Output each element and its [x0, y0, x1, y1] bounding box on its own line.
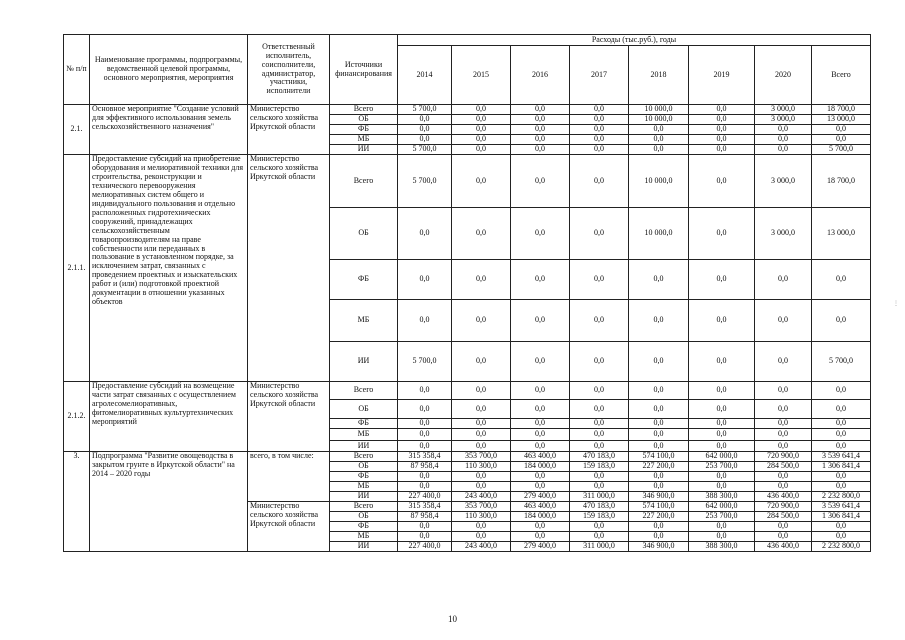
value-cell: 0,0	[570, 115, 629, 125]
value-cell: 0,0	[452, 382, 511, 400]
row-source: МБ	[330, 300, 398, 342]
value-cell: 0,0	[755, 342, 812, 382]
value-cell: 388 300,0	[689, 542, 755, 552]
row-source: ОБ	[330, 115, 398, 125]
header-year: 2014	[398, 46, 452, 105]
value-cell: 0,0	[755, 300, 812, 342]
value-cell: 0,0	[812, 522, 871, 532]
value-cell: 0,0	[570, 522, 629, 532]
value-cell: 0,0	[689, 522, 755, 532]
value-cell: 279 400,0	[511, 492, 570, 502]
value-cell: 0,0	[689, 125, 755, 135]
row-source: ОБ	[330, 208, 398, 260]
value-cell: 227 200,0	[629, 462, 689, 472]
value-cell: 388 300,0	[689, 492, 755, 502]
row-source: Всего	[330, 155, 398, 208]
row-source: Всего	[330, 382, 398, 400]
value-cell: 0,0	[452, 522, 511, 532]
row-name: Предоставление субсидий на приобретение оборудования и мелиоративной техники для строительства, реконструкции и технического перевооружения мелиоративных систем общего и индивидуального пользования и отдельно расположенных гидротехнических сооружений, принадлежащих сельскохозяйственным товаропроизводителям на праве собственности или переданных в пользование в установленном порядке, за исключением затрат, связанных с проведением проектных и изыскательских работ и (или) подготовкой проектной документации в отношении указанных объектов	[90, 155, 248, 382]
value-cell: 0,0	[452, 208, 511, 260]
value-cell: 2 232 800,0	[812, 492, 871, 502]
value-cell: 0,0	[570, 260, 629, 300]
row-source: ИИ	[330, 342, 398, 382]
value-cell: 0,0	[689, 482, 755, 492]
value-cell: 0,0	[398, 300, 452, 342]
value-cell: 0,0	[689, 532, 755, 542]
value-cell: 0,0	[689, 155, 755, 208]
row-number: 3.	[64, 452, 90, 552]
value-cell: 5 700,0	[812, 145, 871, 155]
row-number: 2.1.2.	[64, 382, 90, 452]
value-cell: 0,0	[452, 441, 511, 452]
value-cell: 10 000,0	[629, 115, 689, 125]
value-cell: 0,0	[570, 125, 629, 135]
table-header	[64, 35, 871, 105]
value-cell: 0,0	[689, 300, 755, 342]
value-cell: 0,0	[812, 429, 871, 441]
value-cell: 5 700,0	[812, 342, 871, 382]
value-cell: 0,0	[755, 441, 812, 452]
value-cell: 5 700,0	[398, 145, 452, 155]
table-row	[64, 452, 871, 462]
value-cell: 284 500,0	[755, 462, 812, 472]
value-cell: 0,0	[511, 125, 570, 135]
row-executor: Министерство сельского хозяйства Иркутской области	[248, 382, 330, 452]
value-cell: 0,0	[570, 441, 629, 452]
value-cell: 0,0	[755, 382, 812, 400]
value-cell: 0,0	[629, 429, 689, 441]
value-cell: 0,0	[812, 400, 871, 419]
value-cell: 0,0	[511, 145, 570, 155]
row-source: МБ	[330, 135, 398, 145]
value-cell: 0,0	[812, 125, 871, 135]
table-body	[64, 105, 871, 552]
value-cell: 0,0	[398, 382, 452, 400]
value-cell: 0,0	[629, 400, 689, 419]
row-executor: Министерство сельского хозяйства Иркутской области	[248, 155, 330, 382]
row-source: ФБ	[330, 419, 398, 429]
page-number: 10	[448, 614, 457, 624]
header-expenses: Расходы (тыс.руб.), годы	[398, 35, 871, 46]
value-cell: 18 700,0	[812, 105, 871, 115]
value-cell: 470 183,0	[570, 452, 629, 462]
row-source: ФБ	[330, 522, 398, 532]
value-cell: 0,0	[629, 300, 689, 342]
row-source: Всего	[330, 452, 398, 462]
value-cell: 279 400,0	[511, 542, 570, 552]
value-cell: 0,0	[689, 115, 755, 125]
value-cell: 5 700,0	[398, 155, 452, 208]
value-cell: 0,0	[629, 441, 689, 452]
value-cell: 436 400,0	[755, 492, 812, 502]
row-source: Всего	[330, 105, 398, 115]
header-no: № п/п	[64, 35, 90, 105]
value-cell: 0,0	[689, 472, 755, 482]
header-year: 2016	[511, 46, 570, 105]
value-cell: 0,0	[452, 300, 511, 342]
row-source: ОБ	[330, 512, 398, 522]
value-cell: 0,0	[398, 115, 452, 125]
value-cell: 0,0	[398, 482, 452, 492]
row-source: ИИ	[330, 492, 398, 502]
row-source: ФБ	[330, 125, 398, 135]
value-cell: 227 400,0	[398, 492, 452, 502]
value-cell: 463 400,0	[511, 502, 570, 512]
value-cell: 574 100,0	[629, 502, 689, 512]
value-cell: 0,0	[629, 419, 689, 429]
value-cell: 0,0	[689, 105, 755, 115]
value-cell: 0,0	[452, 400, 511, 419]
value-cell: 0,0	[452, 532, 511, 542]
value-cell: 0,0	[570, 400, 629, 419]
value-cell: 0,0	[511, 400, 570, 419]
value-cell: 110 300,0	[452, 512, 511, 522]
value-cell: 0,0	[812, 482, 871, 492]
value-cell: 0,0	[511, 472, 570, 482]
header-total: Всего	[812, 46, 871, 105]
value-cell: 0,0	[570, 135, 629, 145]
value-cell: 0,0	[755, 429, 812, 441]
value-cell: 0,0	[755, 419, 812, 429]
value-cell: 253 700,0	[689, 462, 755, 472]
value-cell: 0,0	[812, 532, 871, 542]
value-cell: 0,0	[629, 382, 689, 400]
value-cell: 0,0	[398, 472, 452, 482]
value-cell: 0,0	[511, 300, 570, 342]
value-cell: 0,0	[511, 441, 570, 452]
row-name: Подпрограмма "Развитие овощеводства в закрытом грунте в Иркутской области" на 2014 – 2020 годы	[90, 452, 248, 552]
value-cell: 1 306 841,4	[812, 512, 871, 522]
value-cell: 574 100,0	[629, 452, 689, 462]
value-cell: 0,0	[511, 482, 570, 492]
header-year: 2017	[570, 46, 629, 105]
value-cell: 10 000,0	[629, 155, 689, 208]
row-name: Предоставление субсидий на возмещение части затрат связанных с осуществлением агролесомелиоративных, фитомелиоративных культуртехнических мероприятий	[90, 382, 248, 452]
row-name: Основное мероприятие "Создание условий для эффективного использования земель сельскохозяйственного назначения"	[90, 105, 248, 155]
value-cell: 0,0	[570, 472, 629, 482]
value-cell: 0,0	[629, 472, 689, 482]
value-cell: 0,0	[511, 532, 570, 542]
value-cell: 0,0	[689, 145, 755, 155]
value-cell: 0,0	[398, 260, 452, 300]
header-year: 2015	[452, 46, 511, 105]
value-cell: 0,0	[452, 342, 511, 382]
header-year: 2019	[689, 46, 755, 105]
value-cell: 0,0	[511, 105, 570, 115]
value-cell: 0,0	[452, 115, 511, 125]
value-cell: 2 232 800,0	[812, 542, 871, 552]
value-cell: 0,0	[689, 400, 755, 419]
value-cell: 642 000,0	[689, 502, 755, 512]
row-source: ОБ	[330, 462, 398, 472]
header-name: Наименование программы, подпрограммы, ведомственной целевой программы, основного мероприятия, мероприятия	[90, 35, 248, 105]
value-cell: 0,0	[812, 441, 871, 452]
value-cell: 0,0	[452, 419, 511, 429]
value-cell: 0,0	[570, 382, 629, 400]
value-cell: 243 400,0	[452, 492, 511, 502]
table-row	[64, 155, 871, 208]
value-cell: 0,0	[452, 135, 511, 145]
value-cell: 0,0	[511, 135, 570, 145]
value-cell: 0,0	[398, 441, 452, 452]
row-source: Всего	[330, 502, 398, 512]
value-cell: 0,0	[511, 155, 570, 208]
value-cell: 0,0	[755, 522, 812, 532]
value-cell: 0,0	[570, 429, 629, 441]
value-cell: 353 700,0	[452, 452, 511, 462]
value-cell: 0,0	[812, 382, 871, 400]
header-executor: Ответственный исполнитель, соисполнители, администратор, участники, исполнители	[248, 35, 330, 105]
value-cell: 0,0	[629, 125, 689, 135]
value-cell: 3 000,0	[755, 155, 812, 208]
row-number: 2.1.1.	[64, 155, 90, 382]
row-executor: Министерство сельского хозяйства Иркутской области	[248, 502, 330, 552]
value-cell: 353 700,0	[452, 502, 511, 512]
value-cell: 0,0	[629, 260, 689, 300]
value-cell: 0,0	[570, 208, 629, 260]
value-cell: 346 900,0	[629, 542, 689, 552]
row-source: ИИ	[330, 542, 398, 552]
value-cell: 0,0	[629, 145, 689, 155]
value-cell: 0,0	[689, 441, 755, 452]
value-cell: 87 958,4	[398, 462, 452, 472]
value-cell: 311 000,0	[570, 492, 629, 502]
value-cell: 0,0	[398, 125, 452, 135]
value-cell: 0,0	[755, 135, 812, 145]
value-cell: 0,0	[398, 135, 452, 145]
value-cell: 0,0	[398, 400, 452, 419]
value-cell: 10 000,0	[629, 208, 689, 260]
value-cell: 110 300,0	[452, 462, 511, 472]
value-cell: 0,0	[689, 342, 755, 382]
value-cell: 0,0	[570, 419, 629, 429]
row-number: 2.1.	[64, 105, 90, 155]
value-cell: 0,0	[398, 429, 452, 441]
value-cell: 159 183,0	[570, 462, 629, 472]
value-cell: 0,0	[812, 260, 871, 300]
value-cell: 0,0	[398, 208, 452, 260]
value-cell: 3 539 641,4	[812, 452, 871, 462]
value-cell: 0,0	[570, 482, 629, 492]
value-cell: 463 400,0	[511, 452, 570, 462]
value-cell: 0,0	[629, 522, 689, 532]
value-cell: 0,0	[511, 115, 570, 125]
value-cell: 5 700,0	[398, 105, 452, 115]
row-source: МБ	[330, 482, 398, 492]
value-cell: 0,0	[398, 419, 452, 429]
value-cell: 0,0	[629, 532, 689, 542]
value-cell: 0,0	[755, 472, 812, 482]
value-cell: 0,0	[755, 145, 812, 155]
value-cell: 13 000,0	[812, 208, 871, 260]
value-cell: 3 000,0	[755, 115, 812, 125]
value-cell: 315 358,4	[398, 452, 452, 462]
header-year: 2018	[629, 46, 689, 105]
value-cell: 0,0	[570, 155, 629, 208]
value-cell: 0,0	[689, 260, 755, 300]
value-cell: 346 900,0	[629, 492, 689, 502]
value-cell: 227 400,0	[398, 542, 452, 552]
value-cell: 0,0	[452, 429, 511, 441]
value-cell: 0,0	[511, 419, 570, 429]
value-cell: 3 539 641,4	[812, 502, 871, 512]
value-cell: 0,0	[452, 260, 511, 300]
value-cell: 470 183,0	[570, 502, 629, 512]
value-cell: 0,0	[570, 145, 629, 155]
value-cell: 0,0	[452, 125, 511, 135]
row-source: МБ	[330, 532, 398, 542]
row-source: ФБ	[330, 260, 398, 300]
row-source: ИИ	[330, 145, 398, 155]
value-cell: 87 958,4	[398, 512, 452, 522]
value-cell: 0,0	[570, 105, 629, 115]
value-cell: 0,0	[812, 472, 871, 482]
value-cell: 3 000,0	[755, 208, 812, 260]
value-cell: 311 000,0	[570, 542, 629, 552]
value-cell: 0,0	[398, 532, 452, 542]
value-cell: 0,0	[689, 208, 755, 260]
value-cell: 0,0	[452, 472, 511, 482]
value-cell: 0,0	[755, 125, 812, 135]
table-row	[64, 382, 871, 400]
value-cell: 642 000,0	[689, 452, 755, 462]
value-cell: 720 900,0	[755, 502, 812, 512]
value-cell: 0,0	[812, 300, 871, 342]
row-executor: всего, в том числе:	[248, 452, 330, 502]
value-cell: 227 200,0	[629, 512, 689, 522]
header-year: 2020	[755, 46, 812, 105]
row-source: МБ	[330, 429, 398, 441]
budget-table	[63, 34, 871, 552]
value-cell: 0,0	[452, 482, 511, 492]
value-cell: 5 700,0	[398, 342, 452, 382]
value-cell: 0,0	[689, 419, 755, 429]
value-cell: 436 400,0	[755, 542, 812, 552]
value-cell: 0,0	[629, 135, 689, 145]
value-cell: 0,0	[511, 429, 570, 441]
value-cell: 0,0	[398, 522, 452, 532]
value-cell: 0,0	[570, 300, 629, 342]
row-source: ФБ	[330, 472, 398, 482]
value-cell: 0,0	[812, 419, 871, 429]
value-cell: 0,0	[689, 429, 755, 441]
row-source: ОБ	[330, 400, 398, 419]
value-cell: 0,0	[689, 382, 755, 400]
value-cell: 0,0	[452, 145, 511, 155]
value-cell: 0,0	[511, 522, 570, 532]
value-cell: 0,0	[755, 400, 812, 419]
value-cell: 0,0	[452, 105, 511, 115]
value-cell: 253 700,0	[689, 512, 755, 522]
value-cell: 243 400,0	[452, 542, 511, 552]
value-cell: 0,0	[755, 260, 812, 300]
value-cell: 0,0	[511, 260, 570, 300]
value-cell: 184 000,0	[511, 462, 570, 472]
value-cell: 0,0	[570, 342, 629, 382]
value-cell: 1 306 841,4	[812, 462, 871, 472]
scan-mark: ⋮	[893, 301, 899, 307]
value-cell: 0,0	[629, 482, 689, 492]
header-source: Источники финансирования	[330, 35, 398, 105]
value-cell: 0,0	[511, 208, 570, 260]
value-cell: 0,0	[629, 342, 689, 382]
value-cell: 0,0	[452, 155, 511, 208]
value-cell: 0,0	[755, 532, 812, 542]
value-cell: 18 700,0	[812, 155, 871, 208]
value-cell: 0,0	[511, 342, 570, 382]
table-row	[64, 105, 871, 115]
row-executor: Министерство сельского хозяйства Иркутской области	[248, 105, 330, 155]
value-cell: 159 183,0	[570, 512, 629, 522]
value-cell: 0,0	[511, 382, 570, 400]
value-cell: 10 000,0	[629, 105, 689, 115]
value-cell: 0,0	[570, 532, 629, 542]
value-cell: 0,0	[689, 135, 755, 145]
row-source: ИИ	[330, 441, 398, 452]
value-cell: 0,0	[755, 482, 812, 492]
value-cell: 284 500,0	[755, 512, 812, 522]
value-cell: 315 358,4	[398, 502, 452, 512]
value-cell: 13 000,0	[812, 115, 871, 125]
value-cell: 184 000,0	[511, 512, 570, 522]
value-cell: 720 900,0	[755, 452, 812, 462]
value-cell: 3 000,0	[755, 105, 812, 115]
value-cell: 0,0	[812, 135, 871, 145]
